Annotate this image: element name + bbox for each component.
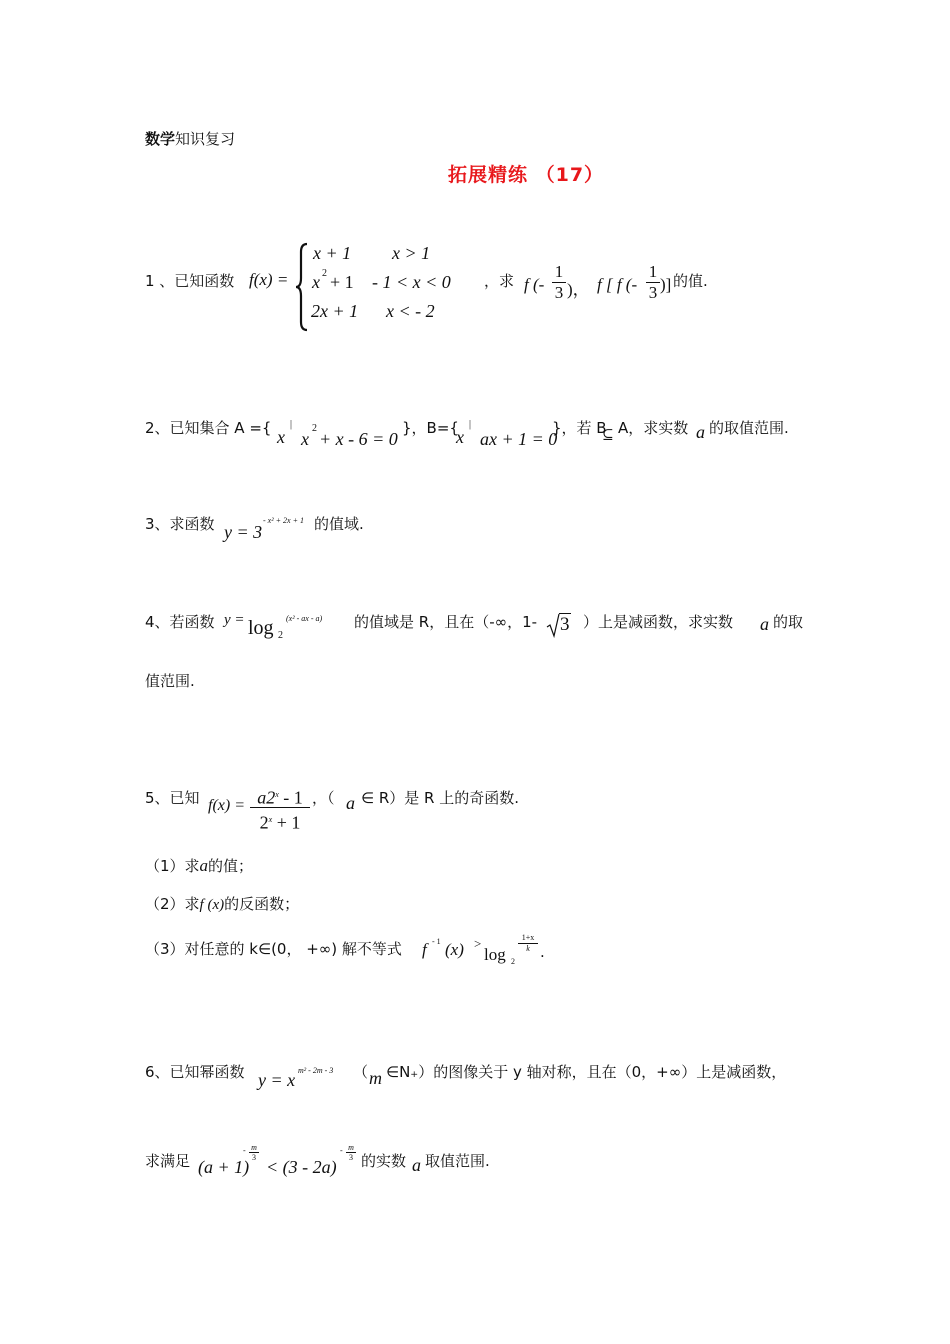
q6-line2-start: 求满足 xyxy=(145,1152,191,1170)
q1-number: 1 、已知函数 xyxy=(145,272,235,290)
q6-end: 取值范围. xyxy=(425,1152,490,1170)
q5-p1-a: a xyxy=(199,856,209,875)
q2-eq1-rest: + x - 6 = 0 xyxy=(319,429,398,449)
q5-denom-rest: + 1 xyxy=(272,812,301,833)
q6-lhs-fraction xyxy=(249,1143,259,1162)
q1-case3-cond: x < - 2 xyxy=(386,301,435,321)
q6-a: a xyxy=(412,1155,421,1175)
q1-ask: ，求 xyxy=(484,272,515,290)
q6-cond: ∈N₊）的图像关于 y 轴对称，且在（0，+∞）上是减函数， xyxy=(386,1063,787,1081)
header-bold: 数学 xyxy=(145,130,176,148)
sqrt-icon xyxy=(546,612,560,638)
q5-denom-exp: x xyxy=(268,815,273,824)
q6-rhs-fraction xyxy=(346,1143,356,1162)
q4-a: a xyxy=(760,614,769,634)
q2-eq1-sq: 2 xyxy=(312,423,317,434)
q6-y: y = x xyxy=(258,1070,296,1090)
q2-close2: }，若 B xyxy=(552,419,607,437)
q4-mid2: ）上是减函数，求实数 xyxy=(583,613,734,631)
q6-lhs-exp: - xyxy=(243,1146,246,1155)
q5-numer: a2 xyxy=(257,787,276,808)
q6-rel: < (3 - 2a) xyxy=(266,1157,337,1177)
q5-p3-f: f xyxy=(422,940,427,959)
q4-base: 2 xyxy=(278,630,283,641)
q6-lhs: (a + 1) xyxy=(198,1157,250,1177)
q6-m: m xyxy=(369,1068,382,1088)
q6-lhs-frac-num: m xyxy=(251,1143,257,1152)
q5-cond: ∈ R）是 R 上的奇函数. xyxy=(361,789,519,807)
q6-number: 6、已知幂函数 xyxy=(145,1063,245,1081)
q2-bar2: | xyxy=(469,419,472,430)
q3-y: y = 3 xyxy=(224,522,263,542)
q4-end1: 的取 xyxy=(773,613,804,631)
q1-case2-expr: x xyxy=(312,272,320,292)
q1-case2-sq: 2 xyxy=(322,268,327,279)
q5-a: a xyxy=(346,793,355,813)
q2-bar1: | xyxy=(290,419,293,430)
q2-number: 2、已知集合 A ={ xyxy=(145,419,272,437)
q6-rhs-exp: - xyxy=(340,1146,343,1155)
q6-lhs-frac-den: 3 xyxy=(252,1153,256,1162)
q5-numer-rest: - 1 xyxy=(278,787,303,808)
q3-exponent: - x² + 2x + 1 xyxy=(263,516,304,525)
q1-case3-expr: 2x + 1 xyxy=(311,301,359,321)
page-title: 拓展精练 （17） xyxy=(448,164,605,186)
q5-numer-exp: x xyxy=(275,790,279,799)
q5-p1-end: 的值； xyxy=(208,857,254,875)
q5-part1 xyxy=(145,855,253,876)
header-normal: 知识复习 xyxy=(175,130,236,148)
left-brace-icon xyxy=(295,242,309,332)
q1-f2: f [ f (- xyxy=(597,275,638,294)
q5-denom: 2 xyxy=(259,812,269,833)
q5-paren: ，（ xyxy=(312,789,335,807)
q5-p3-gt: > xyxy=(474,936,482,951)
q5-p3-label: （3）对任意的 k∈(0， +∞) 解不等式 xyxy=(145,940,402,958)
q4-arg: (x² - ax - a) xyxy=(286,614,323,623)
q1-case1-cond: x > 1 xyxy=(392,243,431,263)
q4-root-wrap xyxy=(559,613,571,636)
q4-log: log xyxy=(248,617,274,639)
q5-p3-x: (x) xyxy=(445,940,464,959)
q2-end: 的取值范围. xyxy=(709,419,789,437)
q1-end: 的值. xyxy=(673,272,708,290)
q2-close1: }，B={ xyxy=(402,419,459,437)
q5-p3-fraction xyxy=(518,933,538,954)
q5-number: 5、已知 xyxy=(145,789,200,807)
q4-mid: 的值域是 R，且在（-∞，1- xyxy=(354,613,538,631)
q5-p3-base: 2 xyxy=(511,957,515,966)
q5-p3-inv: - 1 xyxy=(432,937,441,946)
q5-numerator xyxy=(250,783,310,807)
q4-root: 3 xyxy=(560,614,570,635)
q1-f1-close: )， xyxy=(567,280,590,299)
q5-p1-label: （1）求 xyxy=(145,857,200,875)
q5-fraction xyxy=(250,783,310,832)
q1-f1: f (- xyxy=(524,275,545,294)
q2-subset: ⊆ xyxy=(602,428,614,443)
q6-rhs-frac-num: m xyxy=(348,1143,354,1152)
q2-eq1: x xyxy=(301,429,309,449)
q1-fraction-1 xyxy=(552,262,566,303)
q5-part2 xyxy=(145,893,299,914)
q1-case1-expr: x + 1 xyxy=(313,243,352,263)
q1-frac1-num: 1 xyxy=(554,262,564,281)
q1-f2-close: )] xyxy=(660,275,672,294)
q2-x2: x xyxy=(456,427,464,447)
q1-frac2-den: 3 xyxy=(648,283,658,302)
q5-p2-f: f (x) xyxy=(199,897,225,913)
q5-p2-label: （2）求 xyxy=(145,895,200,913)
q5-f: f(x) = xyxy=(208,797,245,814)
q6-exponent: m² - 2m - 3 xyxy=(298,1066,334,1075)
q4-number: 4、若函数 xyxy=(145,613,215,631)
document-header xyxy=(145,128,235,149)
q2-eq2: ax + 1 = 0 xyxy=(480,429,558,449)
q1-case2-cond: - 1 < x < 0 xyxy=(372,272,451,292)
q3-end: 的值域. xyxy=(314,515,364,533)
q2-tail: A，求实数 xyxy=(618,419,689,437)
q5-p3-log: log xyxy=(484,945,506,964)
q5-p3-num: 1+x xyxy=(521,933,535,942)
q1-frac1-den: 3 xyxy=(554,283,564,302)
q5-p3-end: . xyxy=(540,943,545,961)
q5-p2-end: 的反函数； xyxy=(224,895,300,913)
q5-p3-den: k xyxy=(526,944,530,953)
q6-paren: （ xyxy=(353,1063,369,1081)
q2-x1: x xyxy=(277,427,285,447)
q3-number: 3、求函数 xyxy=(145,515,215,533)
q6-rhs-frac-den: 3 xyxy=(349,1153,353,1162)
q1-fraction-2 xyxy=(646,262,660,303)
q5-denominator xyxy=(250,808,310,832)
q1-function: f(x) = xyxy=(249,270,289,289)
q1-frac2-num: 1 xyxy=(648,262,658,281)
q4-end2: 值范围. xyxy=(145,672,195,690)
q6-mid: 的实数 xyxy=(361,1152,407,1170)
q2-a: a xyxy=(696,422,705,442)
q4-y: y = xyxy=(224,612,245,628)
q1-case2-rest: + 1 xyxy=(330,272,354,292)
